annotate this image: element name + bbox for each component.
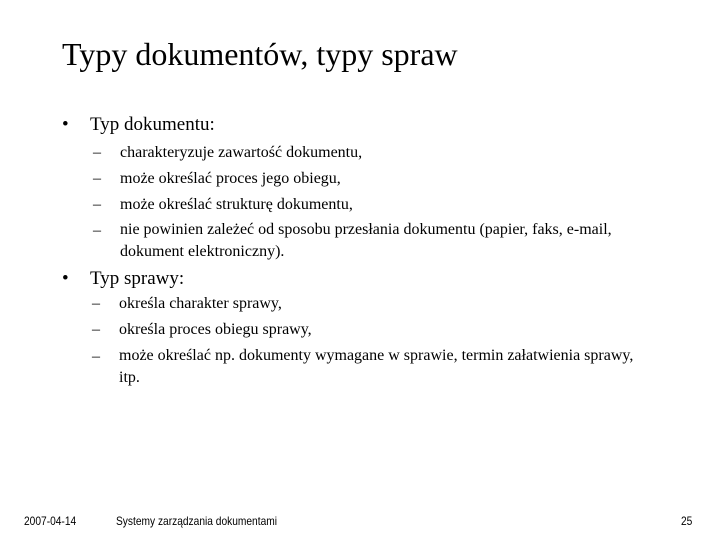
footer-title: Systemy zarządzania dokumentami	[116, 514, 278, 528]
section-heading: Typ sprawy:	[90, 268, 185, 289]
section-heading: Typ dokumentu:	[90, 114, 215, 135]
bullet: •	[62, 268, 69, 289]
bullet: •	[62, 114, 69, 135]
page-number: 25	[681, 514, 693, 528]
footer-date: 2007-04-14	[24, 514, 77, 528]
slide-title: Typy dokumentów, typy spraw	[62, 36, 458, 72]
